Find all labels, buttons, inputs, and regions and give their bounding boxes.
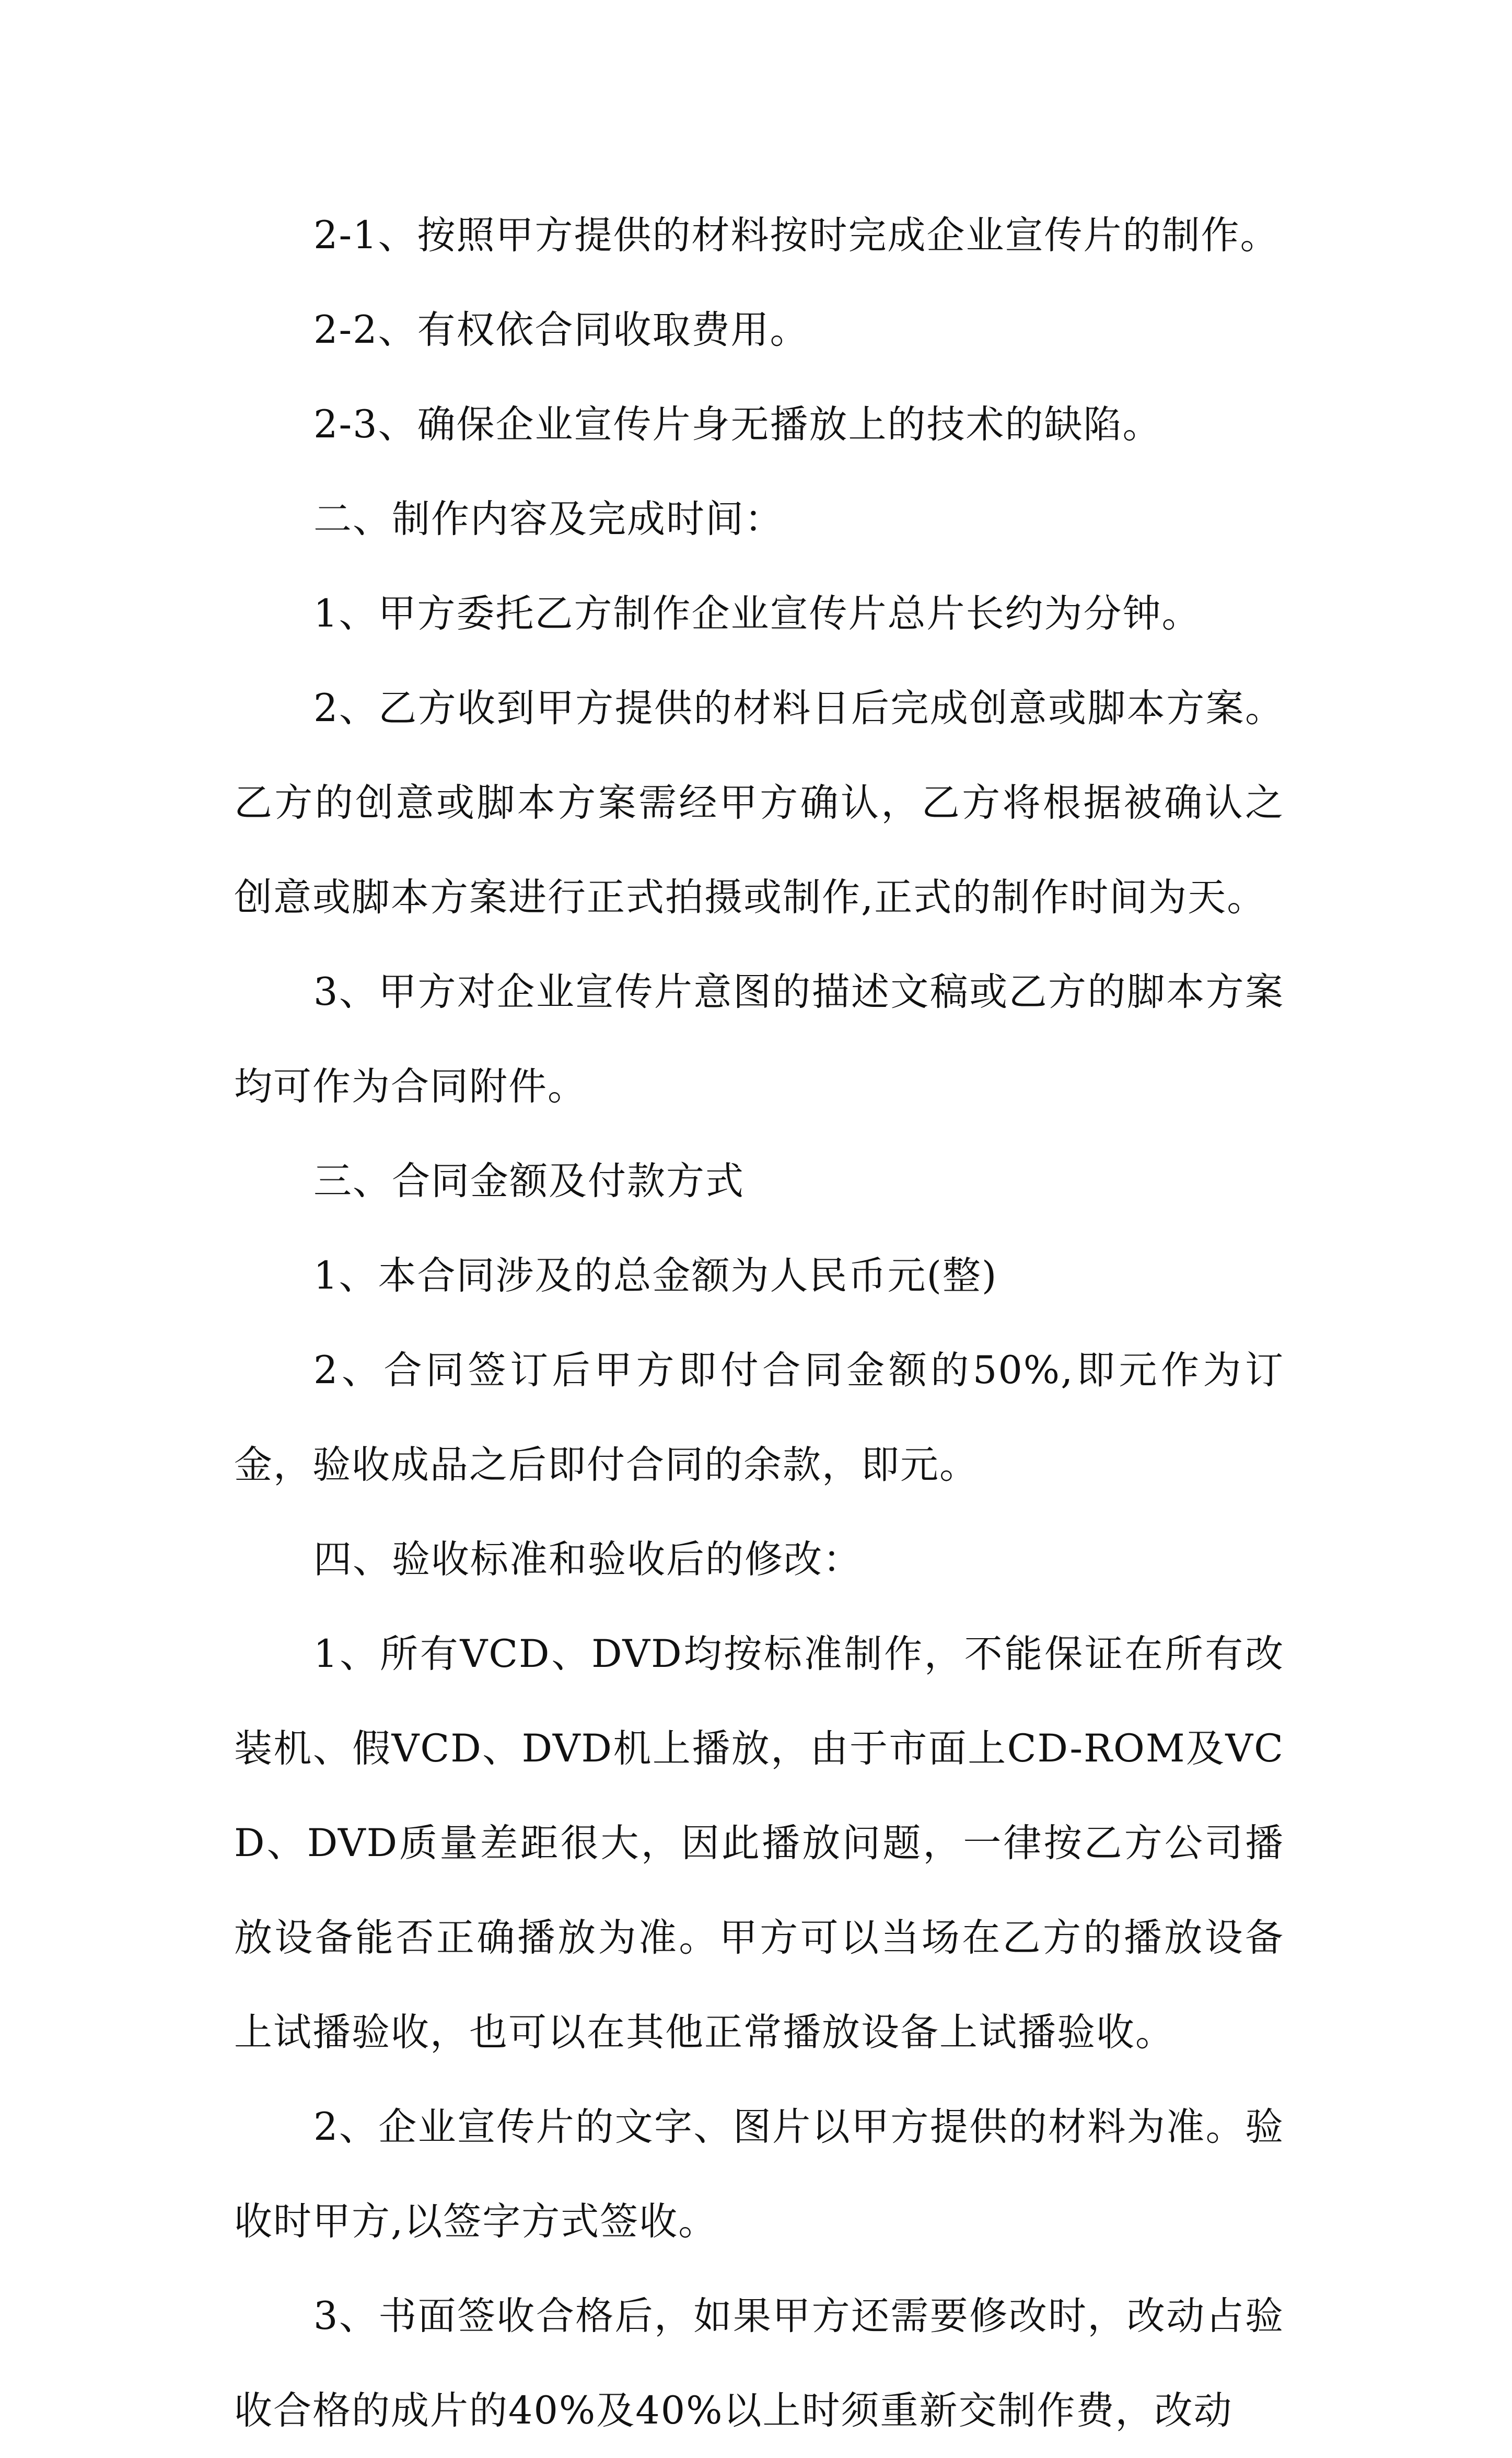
paragraph-s3-2: 2、合同签订后甲方即付合同金额的50%,即元作为订金，验收成品之后即付合同的余款，即元。	[234, 1348, 1284, 1487]
paragraph-s4-2: 2、企业宣传片的文字、图片以甲方提供的材料为准。验收时甲方,以签字方式签收。	[234, 2105, 1284, 2244]
paragraph-2-3: 2-3、确保企业宣传片身无播放上的技术的缺陷。	[313, 402, 1162, 447]
paragraph-2-2: 2-2、有权依合同收取费用。	[313, 308, 809, 352]
paragraph-2-1: 2-1、按照甲方提供的材料按时完成企业宣传片的制作。	[313, 213, 1280, 258]
section-heading-2: 二、制作内容及完成时间：	[313, 497, 784, 541]
paragraph-s2-1: 1、甲方委托乙方制作企业宣传片总片长约为分钟。	[313, 592, 1201, 636]
section-heading-4: 四、验收标准和验收后的修改：	[313, 1537, 862, 1582]
document-body	[234, 188, 1284, 2458]
paragraph-s4-1: 1、所有VCD、DVD均按标准制作，不能保证在所有改装机、假VCD、DVD机上播放，由于市面上CD-ROM及VCD、DVD质量差距很大，因此播放问题，一律按乙方公司播放设备能否正确播放为准。甲方可以当场在乙方的播放设备上试播验收，也可以在其他正常播放设备上试播验收。	[234, 1632, 1284, 2055]
paragraph-s3-1: 1、本合同涉及的总金额为人民币元(整)	[313, 1254, 998, 1298]
paragraph-s2-2: 2、乙方收到甲方提供的材料日后完成创意或脚本方案。乙方的创意或脚本方案需经甲方确认，乙方将根据被确认之创意或脚本方案进行正式拍摄或制作,正式的制作时间为天。	[234, 686, 1284, 920]
paragraph-s4-3: 3、书面签收合格后，如果甲方还需要修改时，改动占验收合格的成片的40%及40%以上时须重新交制作费，改动	[234, 2294, 1284, 2433]
paragraph-s2-3: 3、甲方对企业宣传片意图的描述文稿或乙方的脚本方案均可作为合同附件。	[234, 970, 1284, 1109]
section-heading-3: 三、合同金额及付款方式	[313, 1159, 745, 1203]
